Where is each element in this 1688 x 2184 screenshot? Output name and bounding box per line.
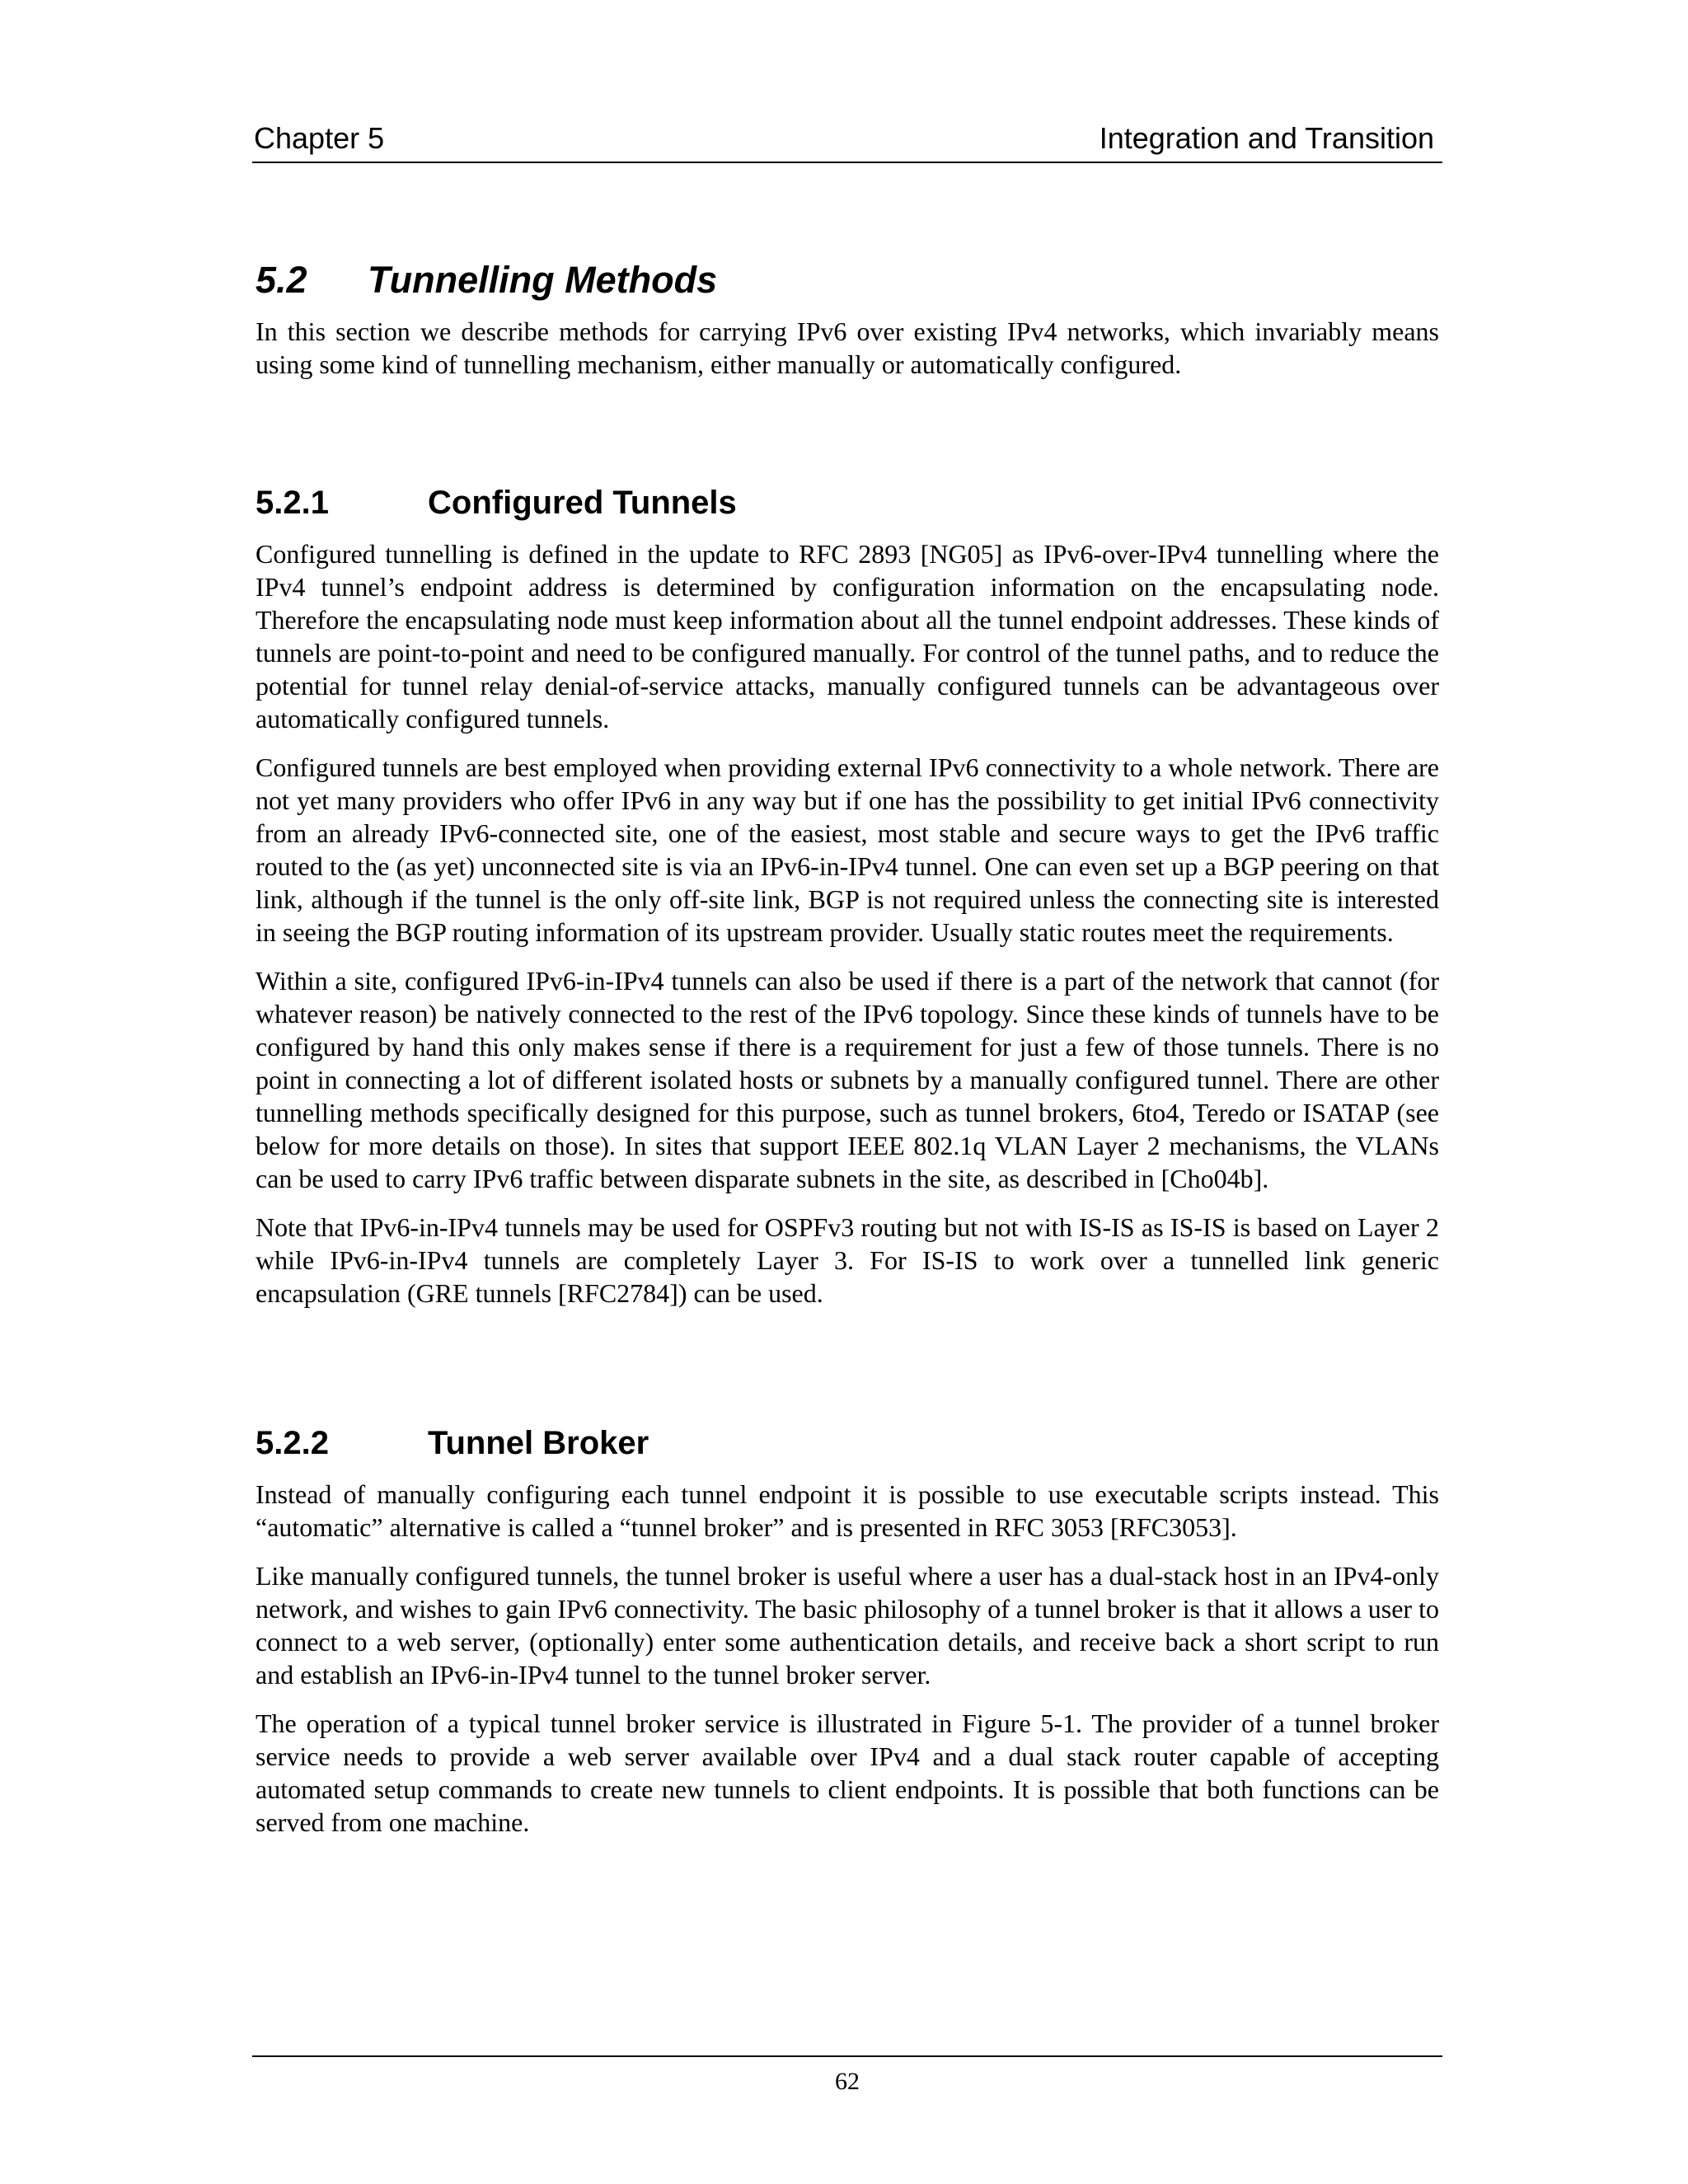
subsection-heading-configured-tunnels bbox=[256, 478, 1439, 527]
paragraph: The operation of a typical tunnel broker service is illustrated in Figure 5-1. The provider of a tunnel broker service needs to provide a web server available over IPv4 and a dual stack router capable of accepting automated setup commands to create new tunnels to client endpoints. It is possible that both functions can be served from one machine. bbox=[256, 1708, 1439, 1837]
paragraph: Instead of manually configuring each tunnel endpoint it is possible to use executable scripts instead. This “automatic” alternative is called a “tunnel broker” and is presented in RFC 3053 [RFC3053]. bbox=[256, 1479, 1439, 1542]
chapter-title: Integration and Transition bbox=[1099, 121, 1434, 155]
main-content bbox=[256, 255, 1439, 1839]
section-number: 5.2 bbox=[256, 259, 307, 301]
running-header bbox=[252, 115, 1442, 163]
subsection-title: Tunnel Broker bbox=[428, 1425, 649, 1461]
page-number: 62 bbox=[835, 2068, 860, 2095]
section-intro-paragraph: In this section we describe methods for carrying IPv6 over existing IPv4 networks, which invariably means using some kind of tunnelling mechanism, either manually or automatically configured. bbox=[256, 316, 1439, 379]
paragraph: Configured tunnelling is defined in the update to RFC 2893 [NG05] as IPv6-over-IPv4 tunnelling where the IPv4 tunnel’s endpoint address is determined by configuration information on the encapsulating node. Therefore the encapsulating node must keep information about all the tunnel endpoint addresses. These kinds of tunnels are point-to-point and need to be configured manually. For control of the tunnel paths, and to reduce the potential for tunnel relay denial-of-service attacks, manually configured tunnels can be advantageous over automatically configured tunnels. bbox=[256, 539, 1439, 733]
subsection-number: 5.2.1 bbox=[256, 485, 329, 521]
paragraph: Like manually configured tunnels, the tunnel broker is useful where a user has a dual-stack host in an IPv4-only network, and wishes to gain IPv6 connectivity. The basic philosophy of a tunnel broker is that it allows a user to connect to a web server, (optionally) enter some authentication details, and receive back a short script to run and establish an IPv6-in-IPv4 tunnel to the tunnel broker server. bbox=[256, 1561, 1439, 1690]
chapter-label: Chapter 5 bbox=[254, 121, 385, 155]
section-heading bbox=[256, 255, 1439, 305]
subsection-number: 5.2.2 bbox=[256, 1425, 329, 1461]
paragraph: Configured tunnels are best employed when providing external IPv6 connectivity to a whole network. There are not yet many providers who offer IPv6 in any way but if one has the possibility to get initial IPv6 connectivity from an already IPv6-connected site, one of the easiest, most stable and secure ways to get the IPv6 traffic routed to the (as yet) unconnected site is via an IPv6-in-IPv4 tunnel. One can even set up a BGP peering on that link, although if the tunnel is the only off-site link, BGP is not required unless the connecting site is interested in seeing the BGP routing information of its upstream provider. Usually static routes meet the requirements. bbox=[256, 752, 1439, 947]
section-title: Tunnelling Methods bbox=[368, 259, 718, 301]
paragraph: Within a site, configured IPv6-in-IPv4 tunnels can also be used if there is a part of the network that cannot (for whatever reason) be natively connected to the rest of the IPv6 topology. Since these kinds of tunnels have to be configured by hand this only makes sense if there is a requirement for just a few of those tunnels. There is no point in connecting a lot of different isolated hosts or subnets by a manually configured tunnel. There are other tunnelling methods specifically designed for this purpose, such as tunnel brokers, 6to4, Teredo or ISATAP (see below for more details on those). In sites that support IEEE 802.1q VLAN Layer 2 mechanisms, the VLANs can be used to carry IPv6 traffic between disparate subnets in the site, as described in [Cho04b]. bbox=[256, 966, 1439, 1193]
subsection-heading-tunnel-broker bbox=[256, 1418, 1439, 1468]
subsection-title: Configured Tunnels bbox=[428, 485, 737, 521]
running-footer bbox=[252, 2055, 1442, 2098]
paragraph: Note that IPv6-in-IPv4 tunnels may be used for OSPFv3 routing but not with IS-IS as IS-IS is based on Layer 2 while IPv6-in-IPv4 tunnels are completely Layer 3. For IS-IS to work over a tunnelled link generic encapsulation (GRE tunnels [RFC2784]) can be used. bbox=[256, 1212, 1439, 1308]
